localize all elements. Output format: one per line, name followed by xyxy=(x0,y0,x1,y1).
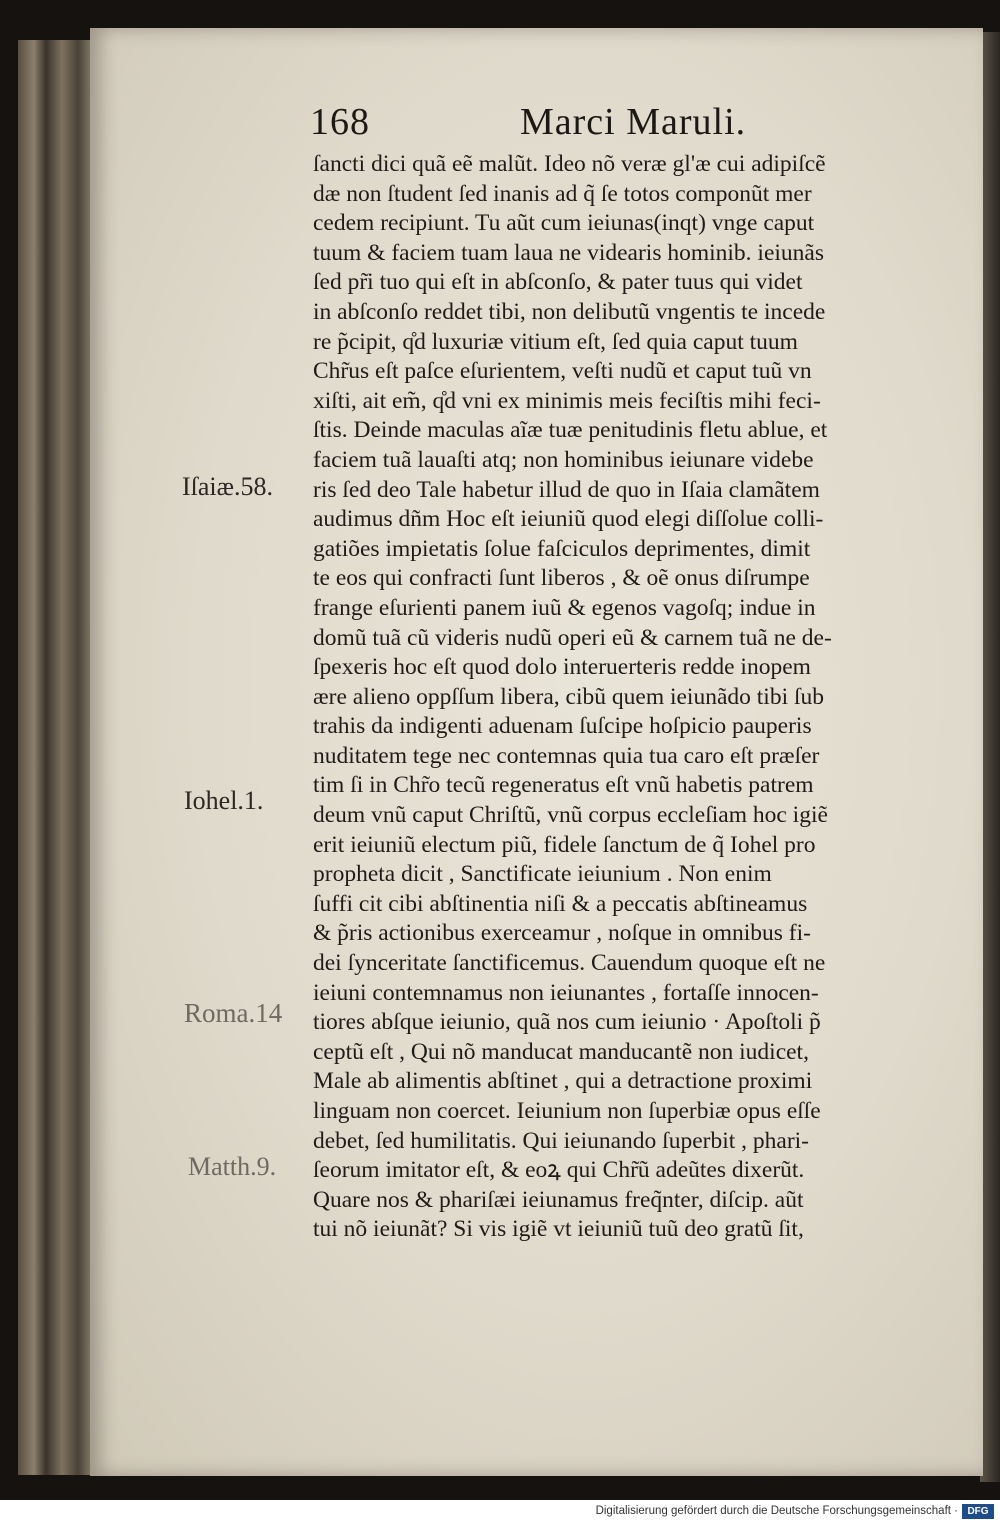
text-line: ære alieno oppſſum libera, cibũ quem ieiunãdo tibi ſub xyxy=(313,683,825,710)
text-line: Chr̃us eſt paſce eſurientem, veſti nudũ et caput tuũ vn xyxy=(313,358,812,385)
margin-note: Iohel.1. xyxy=(184,786,264,815)
text-line: & p̃ris actionibus exerceamur , noſque in omnibus fi- xyxy=(313,920,811,947)
text-line: ieiuni contemnamus non ieiunantes , fortaſſe innocen- xyxy=(313,979,819,1006)
text-line: ris ſed deo Tale habetur illud de quo in Iſaia clamãtem xyxy=(313,476,820,503)
book-page-edges xyxy=(18,40,98,1475)
margin-note: Roma.14 xyxy=(184,998,283,1028)
text-line: audimus dñm Hoc eſt ieiuniũ quod elegi diſſolue colli- xyxy=(313,506,824,533)
text-line: frange eſurienti panem iuũ & egenos vagoſq; indue in xyxy=(313,594,816,621)
text-line: ſuffi cit cibi abſtinentia niſi & a peccatis abſtineamus xyxy=(313,890,808,917)
text-line: xiſti, ait em̃, q̊d vni ex minimis meis feciſtis mihi feci- xyxy=(313,387,821,414)
running-title: Marci Maruli. xyxy=(520,101,747,143)
text-line: propheta dicit , Sanctificate ieiunium . Non enim xyxy=(313,861,772,888)
text-line: debet, ſed humilitatis. Qui ieiunando ſuperbit , phari- xyxy=(313,1127,810,1154)
margin-note: Matth.9. xyxy=(188,1152,277,1181)
text-line: ſancti dici quã eẽ malũt. Ideo nõ veræ gl'æ cui adipiſcẽ xyxy=(313,151,826,177)
text-line: ſpexeris hoc eſt quod dolo interuerteris redde inopem xyxy=(313,654,811,681)
page-number: 168 xyxy=(310,101,370,143)
text-line: re p̃cipit, q̊d luxuriæ vitium eſt, ſed quia caput tuum xyxy=(313,328,798,355)
book-right-edge xyxy=(980,32,1000,1482)
dfg-logo: DFG xyxy=(962,1504,994,1519)
text-line: cedem recipiunt. Tu aũt cum ieiunas(inqt) vnge caput xyxy=(313,210,815,237)
text-line: Male ab alimentis abſtinet , qui a detractione proximi xyxy=(313,1068,813,1095)
text-line: deum vnũ caput Chriſtũ, vnũ corpus eccleſiam hoc igiẽ xyxy=(313,802,828,829)
text-line: trahis da indigenti aduenam ſuſcipe hoſpicio pauperis xyxy=(313,713,812,740)
text-line: domũ tuã cũ videris nudũ operi eũ & carnem tuã ne de- xyxy=(313,624,832,651)
text-line: in abſconſo reddet tibi, non delibutũ vngentis te incede xyxy=(313,298,826,325)
text-line: te eos qui confracti ſunt liberos , & oẽ onus diſrumpe xyxy=(313,565,810,592)
text-line: faciem tuã lauaſti atq; non hominibus ieiunare videbe xyxy=(313,446,814,473)
text-line: dæ non ſtudent ſed inanis ad q̃ ſe totos componũt mer xyxy=(313,180,812,207)
text-line: Quare nos & phariſæi ieiunamus freq̃nter, diſcip. aũt xyxy=(313,1186,804,1213)
text-line: linguam non coercet. Ieiunium non ſuperbiæ opus eſſe xyxy=(313,1098,821,1124)
text-line: tui nõ ieiunãt? Si vis igiẽ vt ieiuniũ tuũ deo gratũ ſit, xyxy=(313,1216,804,1243)
body-text xyxy=(313,150,953,1245)
margin-note: Iſaiæ.58. xyxy=(182,472,273,501)
text-line: tim ſi in Chr̃o tecũ regeneratus eſt vnũ habetis patrem xyxy=(313,772,814,799)
text-line: ceptũ eſt , Qui nõ manducat manducantẽ non iudicet, xyxy=(313,1038,809,1065)
text-line: tiores abſque ieiunio, quã nos cum ieiunio · Apoſtoli p̃ xyxy=(313,1009,821,1036)
funding-credit: Digitalisierung gefördert durch die Deutsche Forschungsgemeinschaft · xyxy=(595,1505,958,1517)
text-line: gatiões impietatis ſolue faſciculos deprimentes, dimit xyxy=(313,535,811,562)
text-line: ſeorum imitator eſt, & eoꝝ qui Chr̃ũ adeũtes dixerũt. xyxy=(313,1157,805,1184)
text-line: dei ſynceritate ſanctificemus. Cauendum quoque eſt ne xyxy=(313,950,826,977)
text-line: nuditatem tege nec contemnas quia tua caro eſt præſer xyxy=(313,742,820,769)
text-line: tuum & faciem tuam laua ne videaris hominib. ieiunãs xyxy=(313,239,824,266)
text-line: ſed pr̃i tuo qui eſt in abſconſo, & pater tuus qui videt xyxy=(313,269,803,296)
text-line: erit ieiuniũ electum piũ, fidele ſanctum de q̃ Iohel pro xyxy=(313,831,816,858)
footer-bar xyxy=(0,1500,1000,1524)
text-line: ſtis. Deinde maculas aĩæ tuæ penitudinis fletu ablue, et xyxy=(313,417,828,444)
